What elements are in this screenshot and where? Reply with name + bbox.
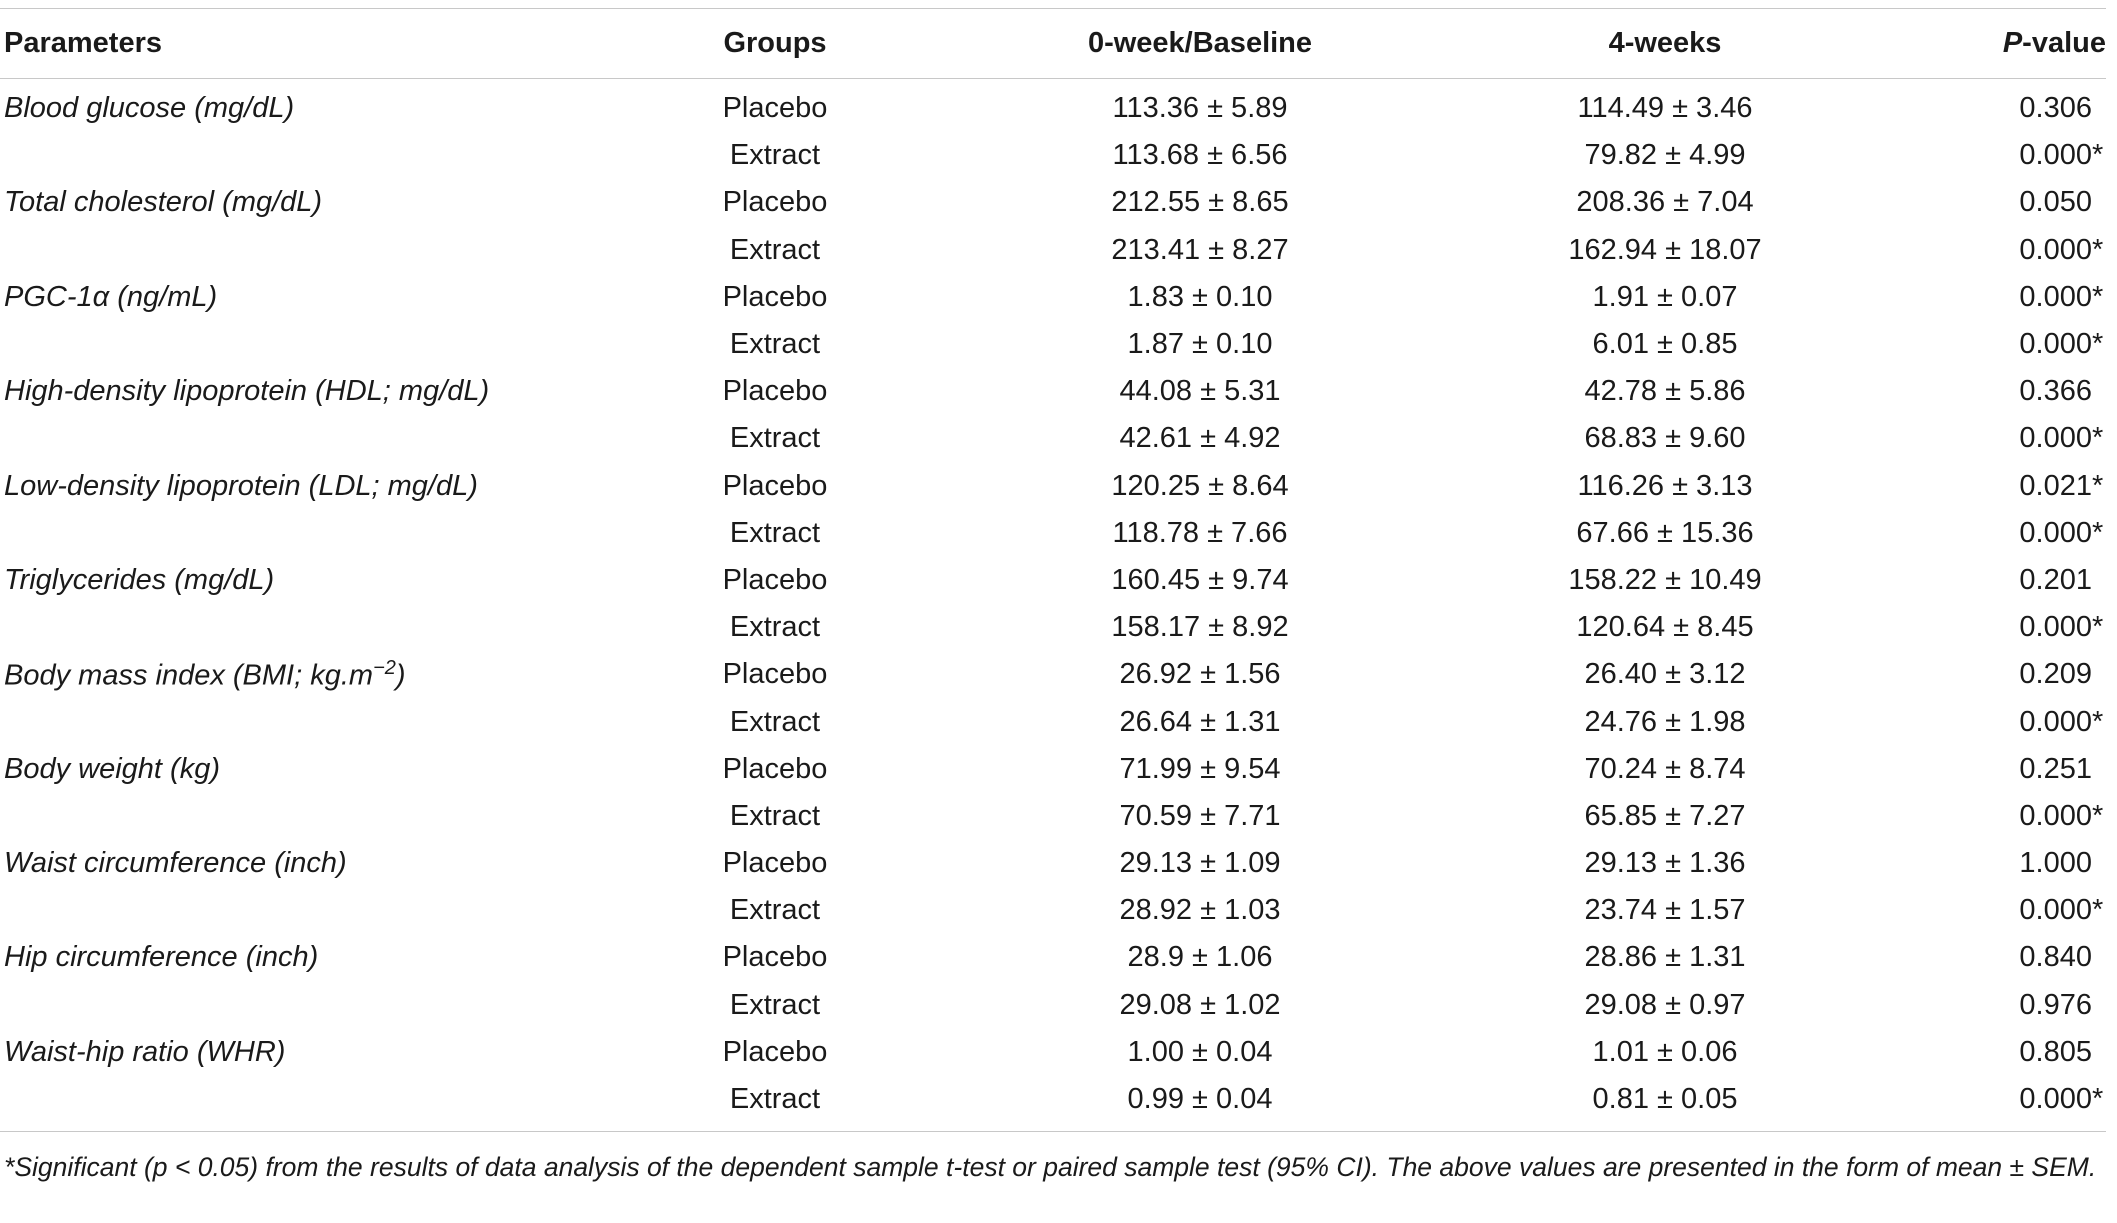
parameter-name: Triglycerides (mg/dL) xyxy=(4,563,275,596)
parameter-cell xyxy=(0,368,560,415)
significance-mark: * xyxy=(2092,894,2104,927)
baseline-value-cell: 1.83 ± 0.10 xyxy=(1127,280,1273,313)
group-cell: Extract xyxy=(729,328,821,361)
parameter-cell xyxy=(0,463,560,510)
baseline-value-cell: 26.92 ± 1.56 xyxy=(1119,658,1281,691)
p-value: 0.000 xyxy=(2019,422,2092,455)
week4-value-cell: 1.01 ± 0.06 xyxy=(1592,1035,1738,1068)
p-value-cell xyxy=(1920,1076,2106,1132)
significance-mark: * xyxy=(2092,422,2104,455)
parameter-name-end: ) xyxy=(395,659,406,692)
baseline-value-cell: 113.36 ± 5.89 xyxy=(1112,92,1288,125)
table-row xyxy=(0,415,2106,462)
parameter-name: Body weight (kg) xyxy=(4,752,220,785)
group-cell: Extract xyxy=(729,611,821,644)
table-row xyxy=(0,274,2106,321)
baseline-value-cell: 71.99 ± 9.54 xyxy=(1119,752,1281,785)
significance-mark: * xyxy=(2092,799,2104,832)
group-cell: Placebo xyxy=(722,375,828,408)
table-row xyxy=(0,793,2106,840)
p-value-cell xyxy=(1920,651,2106,698)
parameter-cell xyxy=(0,746,560,793)
p-value: 0.000 xyxy=(2019,328,2092,361)
group-cell: Extract xyxy=(729,516,821,549)
parameter-name: Waist-hip ratio (WHR) xyxy=(4,1035,286,1068)
group-cell: Placebo xyxy=(722,1035,828,1068)
p-value: 0.000 xyxy=(2019,705,2092,738)
parameter-name: Waist circumference (inch) xyxy=(4,847,347,880)
p-value: 0.000 xyxy=(2019,516,2092,549)
week4-value-cell: 158.22 ± 10.49 xyxy=(1568,563,1762,596)
p-value-cell xyxy=(1920,79,2106,133)
significance-mark: * xyxy=(2092,139,2104,172)
p-value: 0.000 xyxy=(2019,894,2092,927)
parameter-name: Total cholesterol (mg/dL) xyxy=(4,186,323,219)
parameter-name: High-density lipoprotein (HDL; mg/dL) xyxy=(4,375,490,408)
baseline-value-cell: 120.25 ± 8.64 xyxy=(1111,469,1289,502)
p-value: 0.805 xyxy=(2019,1035,2092,1068)
table-row xyxy=(0,604,2106,651)
p-value-cell xyxy=(1920,793,2106,840)
p-value: 0.000 xyxy=(2019,280,2092,313)
week4-value-cell: 70.24 ± 8.74 xyxy=(1584,752,1746,785)
table-row xyxy=(0,557,2106,604)
p-value-cell xyxy=(1920,132,2106,179)
baseline-value-cell: 42.61 ± 4.92 xyxy=(1119,422,1281,455)
p-value: 0.306 xyxy=(2019,92,2092,125)
parameter-name: PGC-1α (ng/mL) xyxy=(4,280,218,313)
parameter-cell xyxy=(0,604,560,651)
week4-value-cell: 24.76 ± 1.98 xyxy=(1584,705,1746,738)
week4-value-cell: 28.86 ± 1.31 xyxy=(1584,941,1746,974)
group-cell: Extract xyxy=(729,988,821,1021)
p-value-cell xyxy=(1920,179,2106,226)
table-row xyxy=(0,934,2106,981)
parameter-name: Hip circumference (inch) xyxy=(4,941,319,974)
p-value: 0.000 xyxy=(2019,611,2092,644)
week4-value-cell: 0.81 ± 0.05 xyxy=(1410,1076,1920,1132)
parameter-cell xyxy=(0,557,560,604)
header-p-italic: P xyxy=(2002,27,2023,59)
p-value-cell xyxy=(1920,887,2106,934)
group-cell: Extract xyxy=(729,799,821,832)
baseline-value-cell: 212.55 ± 8.65 xyxy=(1111,186,1289,219)
header-p-rest: -value xyxy=(2022,27,2106,59)
week4-value-cell: 120.64 ± 8.45 xyxy=(1576,611,1754,644)
parameter-cell xyxy=(0,274,560,321)
table-row xyxy=(0,1029,2106,1076)
p-value-cell xyxy=(1920,557,2106,604)
baseline-value-cell: 1.00 ± 0.04 xyxy=(1127,1035,1273,1068)
parameter-cell xyxy=(0,415,560,462)
p-value: 0.251 xyxy=(2019,752,2092,785)
parameter-cell xyxy=(0,1076,560,1132)
group-cell: Extract xyxy=(729,139,821,172)
baseline-value-cell: 160.45 ± 9.74 xyxy=(1111,563,1289,596)
header-parameters: Parameters xyxy=(0,9,560,79)
p-value: 0.000 xyxy=(2019,139,2092,172)
group-cell: Placebo xyxy=(722,92,828,125)
baseline-value-cell: 70.59 ± 7.71 xyxy=(1119,799,1281,832)
baseline-value-cell: 118.78 ± 7.66 xyxy=(1112,516,1288,549)
p-value: 0.000 xyxy=(2019,233,2092,266)
significance-mark: * xyxy=(2092,516,2104,549)
group-cell: Placebo xyxy=(722,658,828,691)
baseline-value-cell: 26.64 ± 1.31 xyxy=(1119,705,1281,738)
baseline-value-cell: 213.41 ± 8.27 xyxy=(1111,233,1289,266)
table-row xyxy=(0,179,2106,226)
week4-value-cell: 1.91 ± 0.07 xyxy=(1592,280,1738,313)
parameter-unit-exponent: −2 xyxy=(373,657,396,680)
results-table xyxy=(0,8,2106,1132)
significance-mark: * xyxy=(2092,280,2104,313)
parameter-cell xyxy=(0,321,560,368)
group-cell: Extract xyxy=(560,1076,990,1132)
baseline-value-cell: 44.08 ± 5.31 xyxy=(1119,375,1281,408)
parameter-cell xyxy=(0,651,560,698)
p-value: 0.021 xyxy=(2019,469,2092,502)
week4-value-cell: 29.13 ± 1.36 xyxy=(1584,847,1746,880)
week4-value-cell: 68.83 ± 9.60 xyxy=(1584,422,1746,455)
parameter-cell xyxy=(0,1029,560,1076)
group-cell: Placebo xyxy=(722,186,828,219)
table-row xyxy=(0,1076,2106,1132)
baseline-value-cell: 28.92 ± 1.03 xyxy=(1119,894,1281,927)
table-footnote: *Significant (p < 0.05) from the results of data analysis of the dependent sample t-test or paired sample test (95% CI). The above values are presented in the form of mean ± SEM. xyxy=(4,1152,2097,1182)
baseline-value-cell: 158.17 ± 8.92 xyxy=(1111,611,1289,644)
p-value-cell xyxy=(1920,1029,2106,1076)
significance-mark: * xyxy=(2092,611,2104,644)
table-row xyxy=(0,463,2106,510)
group-cell: Placebo xyxy=(722,563,828,596)
group-cell: Extract xyxy=(729,422,821,455)
significance-mark: * xyxy=(2092,469,2104,502)
parameter-name: Blood glucose (mg/dL) xyxy=(4,92,295,125)
table-row xyxy=(0,79,2106,133)
p-value-cell xyxy=(1920,510,2106,557)
parameter-name: Low-density lipoprotein (LDL; mg/dL) xyxy=(4,469,478,502)
table-row xyxy=(0,698,2106,745)
p-value-cell xyxy=(1920,368,2106,415)
group-cell: Placebo xyxy=(722,280,828,313)
p-value: 0.366 xyxy=(2019,375,2092,408)
parameter-cell xyxy=(0,982,560,1029)
baseline-value-cell: 28.9 ± 1.06 xyxy=(1127,941,1273,974)
significance-mark: * xyxy=(2092,1083,2104,1116)
significance-mark: * xyxy=(2092,233,2104,266)
parameter-cell xyxy=(0,934,560,981)
baseline-value-cell: 0.99 ± 0.04 xyxy=(990,1076,1410,1132)
table-row xyxy=(0,227,2106,274)
table-row xyxy=(0,510,2106,557)
significance-mark: * xyxy=(2092,328,2104,361)
p-value: 0.201 xyxy=(2019,563,2092,596)
week4-value-cell: 116.26 ± 3.13 xyxy=(1577,469,1753,502)
parameter-cell xyxy=(0,179,560,226)
p-value-cell xyxy=(1920,698,2106,745)
group-cell: Placebo xyxy=(722,752,828,785)
table-header-row xyxy=(0,9,2106,79)
p-value-cell xyxy=(1920,840,2106,887)
p-value: 0.840 xyxy=(2019,941,2092,974)
p-value-cell xyxy=(1920,982,2106,1029)
p-value-cell xyxy=(1920,463,2106,510)
table-row xyxy=(0,132,2106,179)
week4-value-cell: 114.49 ± 3.46 xyxy=(1577,92,1753,125)
parameter-cell xyxy=(0,793,560,840)
group-cell: Extract xyxy=(729,705,821,738)
p-value-cell xyxy=(1920,604,2106,651)
week4-value-cell: 42.78 ± 5.86 xyxy=(1584,375,1746,408)
baseline-value-cell: 113.68 ± 6.56 xyxy=(1112,139,1288,172)
group-cell: Placebo xyxy=(722,941,828,974)
group-cell: Placebo xyxy=(722,847,828,880)
p-value: 0.976 xyxy=(2019,988,2092,1021)
week4-value-cell: 67.66 ± 15.36 xyxy=(1576,516,1754,549)
header-p-value xyxy=(1920,9,2106,79)
header-baseline: 0-week/Baseline xyxy=(990,9,1410,79)
week4-value-cell: 79.82 ± 4.99 xyxy=(1584,139,1746,172)
p-value-cell xyxy=(1920,415,2106,462)
week4-value-cell: 29.08 ± 0.97 xyxy=(1584,988,1746,1021)
table-row xyxy=(0,368,2106,415)
p-value: 0.000 xyxy=(2019,1083,2092,1116)
group-cell: Extract xyxy=(729,894,821,927)
p-value: 1.000 xyxy=(2019,847,2092,880)
week4-value-cell: 6.01 ± 0.85 xyxy=(1592,328,1738,361)
parameter-cell xyxy=(0,79,560,133)
week4-value-cell: 65.85 ± 7.27 xyxy=(1584,799,1746,832)
p-value-cell xyxy=(1920,227,2106,274)
parameter-name: Body mass index (BMI; kg.m xyxy=(4,659,374,692)
parameter-cell xyxy=(0,510,560,557)
p-value-cell xyxy=(1920,746,2106,793)
p-value-cell xyxy=(1920,274,2106,321)
week4-value-cell: 208.36 ± 7.04 xyxy=(1576,186,1754,219)
baseline-value-cell: 1.87 ± 0.10 xyxy=(1127,328,1273,361)
header-4-weeks: 4-weeks xyxy=(1410,9,1920,79)
table-row xyxy=(0,840,2106,887)
header-groups: Groups xyxy=(560,9,990,79)
table-row xyxy=(0,651,2106,698)
parameter-cell xyxy=(0,132,560,179)
p-value-cell xyxy=(1920,934,2106,981)
week4-value-cell: 26.40 ± 3.12 xyxy=(1584,658,1746,691)
parameter-cell xyxy=(0,887,560,934)
week4-value-cell: 23.74 ± 1.57 xyxy=(1584,894,1746,927)
parameter-cell xyxy=(0,227,560,274)
p-value: 0.000 xyxy=(2019,799,2092,832)
table-row xyxy=(0,746,2106,793)
table-row xyxy=(0,982,2106,1029)
baseline-value-cell: 29.08 ± 1.02 xyxy=(1119,988,1281,1021)
parameter-cell xyxy=(0,840,560,887)
baseline-value-cell: 29.13 ± 1.09 xyxy=(1119,847,1281,880)
table-row xyxy=(0,887,2106,934)
parameter-cell xyxy=(0,698,560,745)
group-cell: Placebo xyxy=(722,469,828,502)
significance-mark: * xyxy=(2092,705,2104,738)
p-value: 0.050 xyxy=(2019,186,2092,219)
table-body xyxy=(0,79,2106,1132)
p-value: 0.209 xyxy=(2019,658,2092,691)
p-value-cell xyxy=(1920,321,2106,368)
week4-value-cell: 162.94 ± 18.07 xyxy=(1568,233,1762,266)
table-row xyxy=(0,321,2106,368)
group-cell: Extract xyxy=(729,233,821,266)
